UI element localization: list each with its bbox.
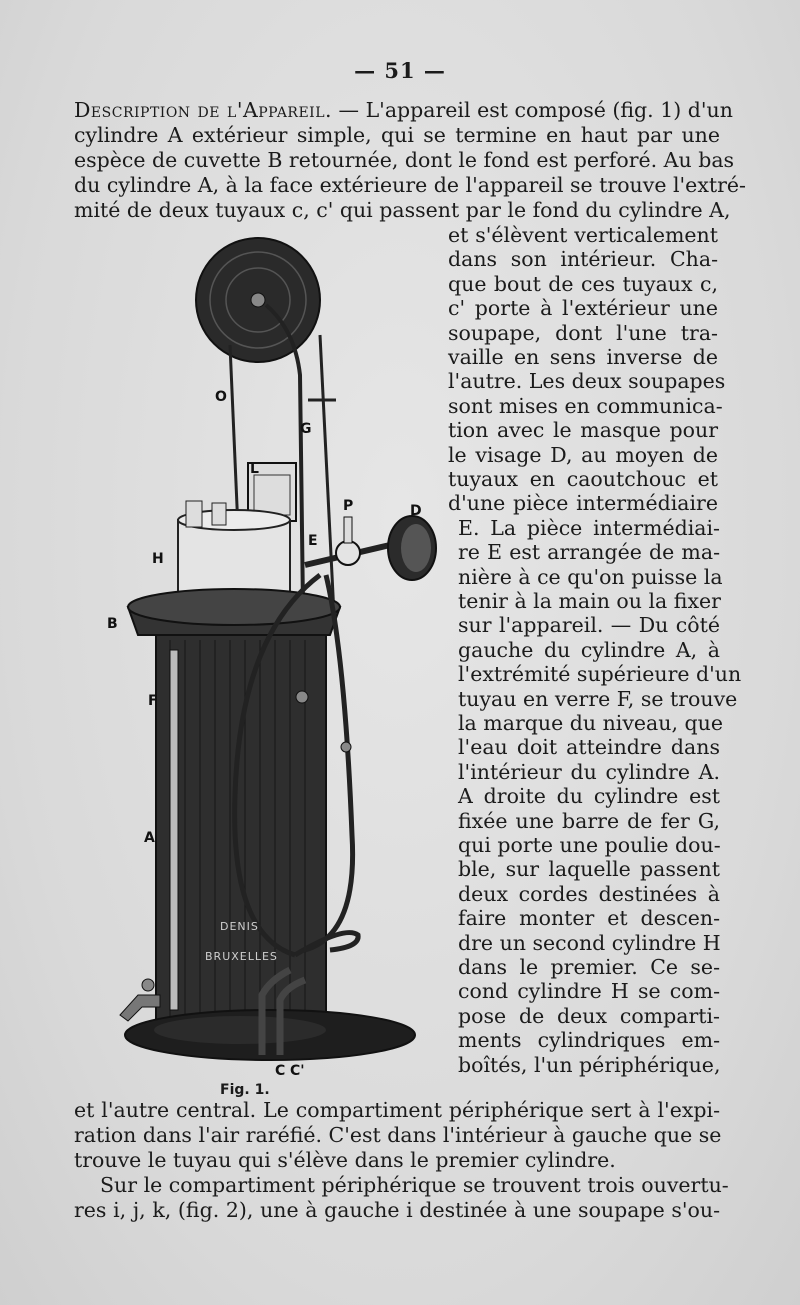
label-f: F xyxy=(148,693,158,709)
column-text-line: tenir à la main ou la fixer xyxy=(458,589,721,613)
engraving-bruxelles: BRUXELLES xyxy=(205,950,278,963)
label-e: E xyxy=(308,533,318,549)
column-text-line: pose de deux comparti- xyxy=(458,1003,720,1028)
label-h: H xyxy=(152,551,164,567)
column-text-line: sur l'appareil. — Du côté xyxy=(458,613,720,638)
column-text-line: le visage D, au moyen de xyxy=(448,442,718,467)
text-line: cylindre A extérieur simple, qui se termine en haut par une xyxy=(74,123,720,147)
column-text-line: vaille en sens inverse de xyxy=(448,345,718,369)
page-number: — 51 — xyxy=(354,58,446,83)
column-text-line: dre un second cylindre H xyxy=(458,930,721,955)
label-c: C xyxy=(275,1063,286,1079)
heading-line xyxy=(74,98,733,123)
label-a: A xyxy=(144,830,155,846)
column-text-line: dans le premier. Ce se- xyxy=(458,955,720,979)
engraving-denis: DENIS xyxy=(220,920,259,933)
column-text-line: qui porte une poulie dou- xyxy=(458,833,721,857)
column-text-line: d'une pièce intermédiaire xyxy=(448,491,718,516)
column-text-line: re E est arrangée de ma- xyxy=(458,540,720,565)
section-heading: Description de l'Appareil. xyxy=(74,98,333,122)
column-text-line: la marque du niveau, que xyxy=(458,711,723,735)
column-text-line: l'extrémité supérieure d'un xyxy=(458,662,742,687)
column-text-line: l'intérieur du cylindre A. xyxy=(458,759,720,784)
text-line: res i, j, k, (fig. 2), une à gauche i destinée à une soupape s'ou- xyxy=(74,1198,720,1222)
text-line: du cylindre A, à la face extérieure de l'appareil se trouve l'extré- xyxy=(74,173,746,197)
column-text-line: que bout de ces tuyaux c, xyxy=(448,271,718,296)
column-text-line: dans son intérieur. Cha- xyxy=(448,247,718,272)
label-l: L xyxy=(250,461,259,477)
text-line: — L'appareil est composé (fig. 1) d'un xyxy=(332,98,733,122)
column-text-line: l'eau doit atteindre dans xyxy=(458,735,720,760)
column-text-line: A droite du cylindre est xyxy=(458,784,720,809)
column-text-line: l'autre. Les deux soupapes xyxy=(448,369,726,394)
column-text-line: deux cordes destinées à xyxy=(458,881,720,906)
text-line: ration dans l'air raréfié. C'est dans l'intérieur à gauche que se xyxy=(74,1123,722,1147)
column-text-line: ments cylindriques em- xyxy=(458,1028,720,1053)
figure-caption: Fig. 1. xyxy=(220,1082,270,1098)
column-text-line: gauche du cylindre A, à xyxy=(458,637,720,662)
column-text-line: E. La pièce intermédiai- xyxy=(458,515,720,540)
label-d: D xyxy=(410,503,422,519)
label-o: O xyxy=(215,389,227,405)
column-text-line: tuyau en verre F, se trouve xyxy=(458,686,738,711)
column-text-line: faire monter et descen- xyxy=(458,906,720,931)
label-p: P xyxy=(343,498,354,514)
column-text-line: ble, sur laquelle passent xyxy=(458,857,720,882)
column-text-line: cond cylindre H se com- xyxy=(458,979,720,1004)
column-text-line: nière à ce qu'on puisse la xyxy=(458,564,723,589)
column-text-line: et s'élèvent verticalement xyxy=(448,223,718,247)
apparatus-figure xyxy=(90,235,470,1095)
text-line: espèce de cuvette B retournée, dont le fond est perforé. Au bas xyxy=(74,148,735,172)
text-line: trouve le tuyau qui s'élève dans le premier cylindre. xyxy=(74,1148,616,1172)
column-text-line: fixée une barre de fer G, xyxy=(458,808,720,833)
column-text-line: soupape, dont l'une tra- xyxy=(448,320,718,345)
label-b: B xyxy=(107,616,118,632)
label-g: G xyxy=(300,421,312,437)
column-text-line: boîtés, l'un périphérique, xyxy=(458,1052,721,1077)
text-line: et l'autre central. Le compartiment périphérique sert à l'expi- xyxy=(74,1098,720,1122)
column-text-line: sont mises en communica- xyxy=(448,393,723,418)
text-line: Sur le compartiment périphérique se trouvent trois ouvertu- xyxy=(100,1173,729,1197)
label-c-prime: C' xyxy=(290,1063,305,1079)
column-text-line: c' porte à l'extérieur une xyxy=(448,296,718,321)
text-line: mité de deux tuyaux c, c' qui passent par le fond du cylindre A, xyxy=(74,198,731,222)
column-text-line: tuyaux en caoutchouc et xyxy=(448,467,718,491)
column-text-line: tion avec le masque pour xyxy=(448,418,718,443)
